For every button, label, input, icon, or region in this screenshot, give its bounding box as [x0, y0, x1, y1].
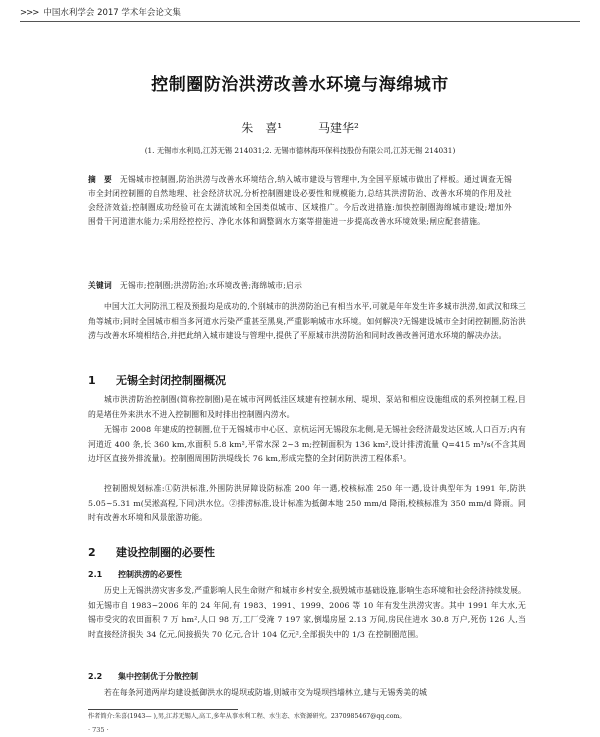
section-1-paragraph-1: 城市洪涝防治控制圈(简称控制圈)是在城市河网低洼区域建有控制水闸、堤坝、泵站和相应设施组成的系列控制工程,目的是堵住外来洪水不进入控制圈和及时排出控制圈内涝水。 [88, 395, 526, 419]
abstract [88, 173, 512, 229]
triple-chevron-icon: >>> [20, 8, 39, 18]
footnote-divider [88, 709, 238, 710]
affiliation: (1. 无锡市水利局,江苏无锡 214031;2. 无锡市德林海环保科技股份有限公司,江苏无锡 214031) [144, 146, 456, 155]
section-2-title: 建设控制圈的必要性 [116, 546, 215, 559]
subsection-2-2-paragraph: 若在每条河道两岸均建设抵御洪水的堤坝或防墙,则城市交为堤坝挡墙林立,建与无锡秀美的城 [104, 688, 428, 697]
running-head [20, 6, 580, 22]
abstract-label: 摘 要 [88, 175, 112, 184]
section-2-heading [88, 544, 215, 560]
keywords-text: 无锡市;控制圈;洪涝防治;水环境改善;海绵城市;启示 [119, 281, 303, 290]
subsection-2-1-heading [88, 569, 182, 580]
section-1-paragraph-3: 控制圈规划标准:①防洪标准,外围防洪屏障设防标准 200 年一遇,校核标准 250 年一遇,设计典型年为 1991 年,防洪 5.05~5.31 m(吴淞高程,下同)洪水位。②排涝标准,设计标准为抵御本地 250 mm/d 降雨,校核标准为 350 mm/d 降雨。同时有改善水环境和风景旅游功能。 [88, 484, 526, 523]
section-1-paragraph-2: 无锡市 2008 年建成的控制圈,位于无锡城市中心区、京杭运河无锡段东北侧,是无锡社会经济最发达区域,人口百万;内有河道近 400 条,长 360 km,水面积 5.8 km²,平常水深 2~3 m;控制面积为 136 km²,设计排涝流量 Q=415 m³/s(不含其周边圩区直接外排流量)。控制圈周围防洪堤线长 76 km,形成完整的全封闭防洪涝工程体系¹。 [88, 425, 526, 464]
subsection-2-2-title: 集中控制优于分散控制 [118, 672, 198, 681]
intro-paragraph: 中国大江大河防汛工程及预报均是成功的,个别城市的洪涝防治已有相当水平,可就是年年发生许多城市洪涝,如武汉和珠三角等城市;同时全国城市相当多河道水污染严重甚至黑臭,严重影响城市水环境。如何解决?无锡建设城市全封闭控制圈,防治洪涝与改善水环境相结合,并把此纳入城市建设与管理中,提供了平原城市洪涝防治和同时改善改善河道水环境的解决办法。 [88, 302, 526, 341]
footnote: 作者简介:朱喜(1943— ),男,江苏无锡人,高工,多年从事水利工程、水生态、水资源研究。2370985467@qq.com。 [88, 713, 406, 720]
running-head-text: 中国水利学会 2017 学术年会论文集 [43, 8, 181, 18]
keywords-label: 关键词 [88, 281, 112, 290]
section-1-heading [88, 372, 226, 388]
section-1-number: 1 [88, 374, 96, 387]
author-2: 马建华² [318, 121, 359, 135]
subsection-2-1-number: 2.1 [88, 570, 103, 579]
subsection-2-1-paragraph: 历史上无锡洪涝灾害多发,严重影响人民生命财产和城市乡村安全,损毁城市基础设施,影响生态环境和社会经济持续发展。如无锡市自 1983~2006 年的 24 年间,有 1983、1991、1999、2006 等 10 年有发生洪涝灾害。其中 1991 年大水,无锡市受灾的农田面积 7 万 hm²,人口 98 万,工厂受淹 7 197 家,倒塌房屋 2.13 万间,房民住进水 30.8 万户,死伤 126 人,当时直接经济损失 34 亿元,间接损失 70 亿元,合计 104 亿元²,全部损失中的 1/3 在控制圈范围。 [88, 586, 526, 639]
authors [0, 119, 600, 136]
page-number: · 735 · [88, 726, 109, 734]
keywords [88, 280, 512, 291]
author-1: 朱 喜¹ [241, 121, 282, 135]
section-2-number: 2 [88, 546, 96, 559]
section-1-title: 无锡全封闭控制圈概况 [116, 374, 226, 387]
subsection-2-2-heading [88, 671, 198, 682]
subsection-2-2-number: 2.2 [88, 672, 103, 681]
paper-title: 控制圈防治洪涝改善水环境与海绵城市 [151, 75, 449, 95]
subsection-2-1-title: 控制洪涝的必要性 [118, 570, 182, 579]
abstract-text: 无锡城市控制圈,防治洪涝与改善水环境结合,纳入城市建设与管理中,为全国平原城市做出了样板。通过调查无锡市全封闭控制圈的自然地理、社会经济状况,分析控制圈建设必要性和规模能力,总结其洪涝防治、改善水环境的作用及社会经济效益;控制圈成功经验可在太湖流域和全国类似城市、区域推广。今后改进措施:加快控制圈海绵城市建设;增加外围骨干河道泄水能力;采用经控控污、净化水体和调整调水方案等措施进一步提高改善水环境效果;闸应配套措施。 [88, 175, 512, 226]
